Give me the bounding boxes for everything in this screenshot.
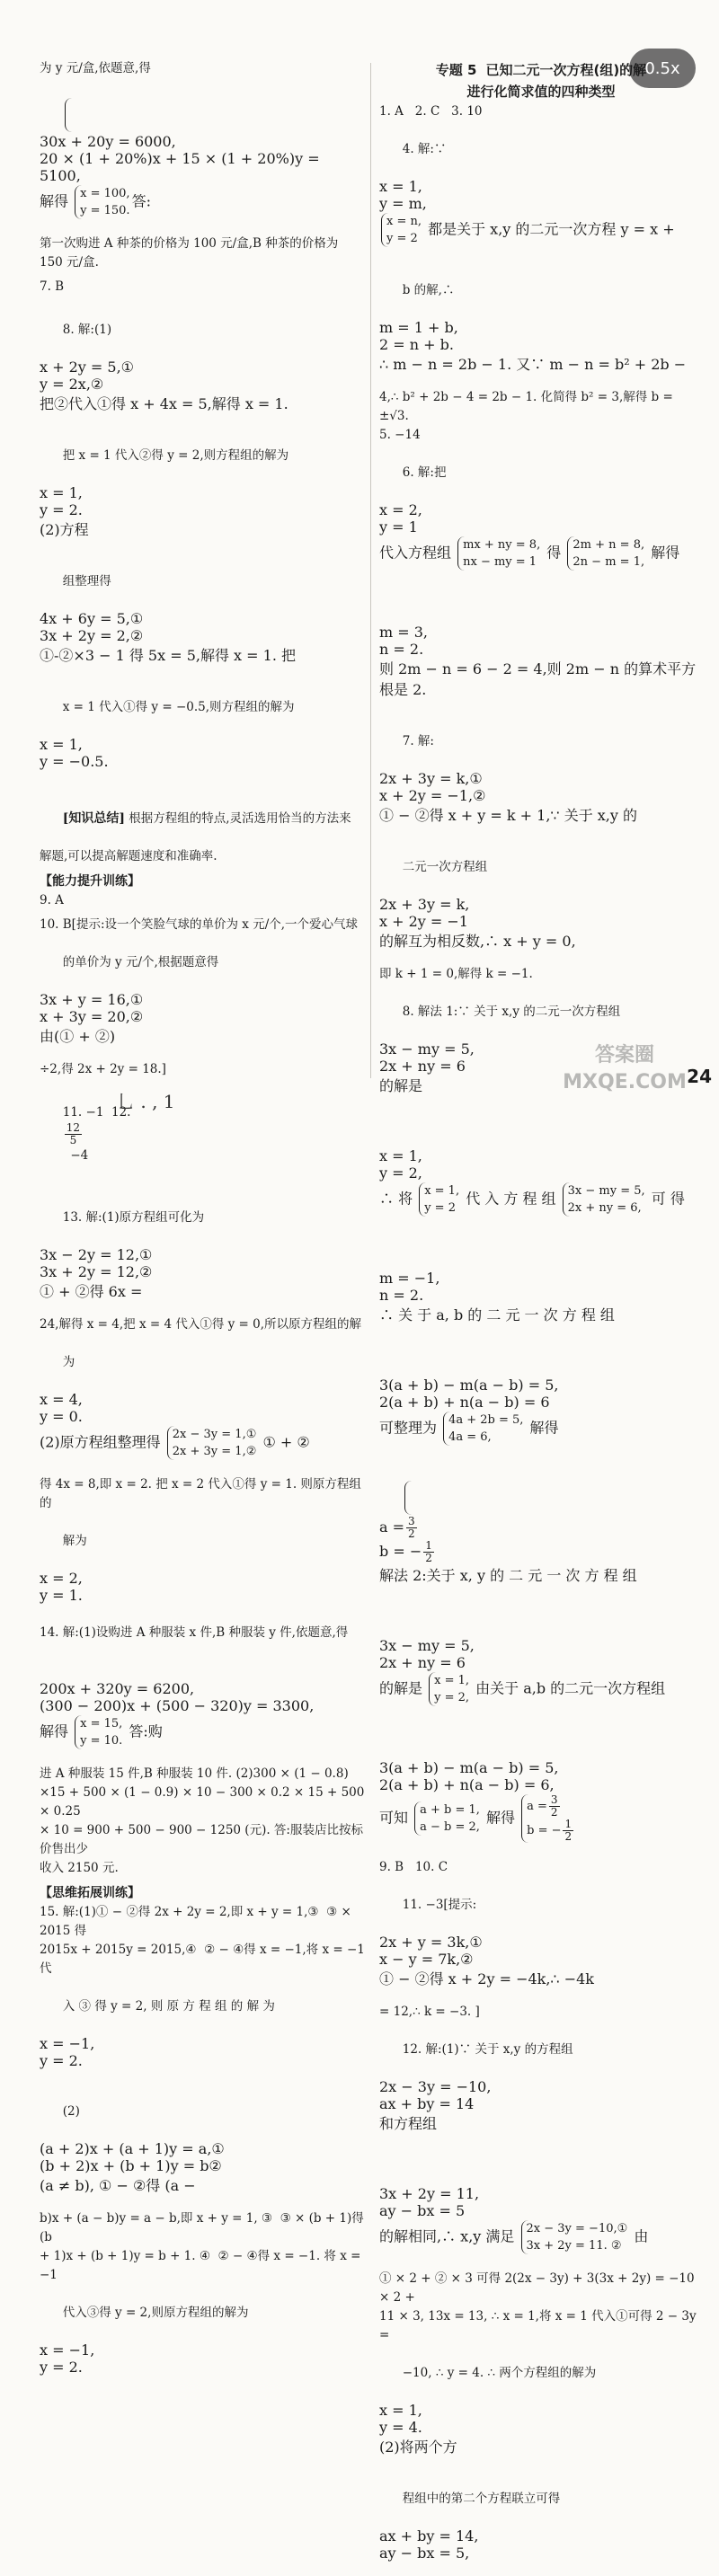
text-line: b 的解,∴ [402, 283, 455, 297]
equation-system: 3x − my = 5, 2x + ny = 6, [563, 1182, 645, 1217]
site-watermark: 答案圈 MXQE.COM [563, 1044, 687, 1093]
text-line: 的单价为 y 元/个,根据题意得 [62, 955, 219, 969]
answer-11-12: 11. −1 12. $\frac{12}{5}$ −4 [62, 1105, 131, 1163]
text-line: 代入③得 y = 2,则原方程组的解为 [62, 2306, 249, 2320]
text-line: 24,解得 x = 4,把 x = 4 代入①得 y = 0,所以原方程组的解 [40, 1317, 362, 1332]
text-line: 4,∴ b² + 2b − 4 = 2b − 1. 化简得 b² = 3,解得 b = ±√3. [379, 390, 678, 423]
text-line [379, 1110, 703, 1147]
text-line: ×15 + 500 × (1 − 0.9) × 10 − 300 × 0.2 × 15 + 500 × 0.25 [40, 1785, 368, 1819]
text-line: −10, ∴ y = 4. ∴ 两个方程组的解为 [402, 2366, 597, 2380]
text-line: 第一次购进 A 种茶的价格为 100 元/盒,B 种茶的价格为 [40, 236, 339, 251]
solution-system: x = 100, y = 150. [75, 185, 129, 219]
text-line: = 12,∴ k = −3. ] [379, 2005, 480, 2019]
text-line: 二元一次方程组 [402, 860, 488, 874]
answer-11: 11. −3[提示: [402, 1898, 477, 1912]
section-heading-thinking: 【思维拓展训练】 [40, 1886, 140, 1900]
text-line: ① × 2 + ② × 3 可得 2(2x − 3y) + 3(3x + 2y) = −10 × 2 + [379, 2271, 698, 2305]
text-line [379, 1339, 703, 1377]
answer-10: 10. B[提示:设一个笑脸气球的单价为 x 元/个,一个爱心气球 [40, 917, 359, 932]
equation-system: 4a + 2b = 5, 4a = 6, [443, 1412, 523, 1446]
text-line: b)x + (a − b)y = a − b,即 x + y = 1, ③ ③ × (b + 1)得 (b [40, 2211, 368, 2244]
text-line [379, 1461, 703, 1516]
section-heading-ability: 【能力提升训练】 [40, 874, 140, 889]
text-line: 组整理得 [62, 574, 111, 589]
handwritten-scribble: 乚 . , 1 [117, 1091, 175, 1112]
text-line [379, 1722, 703, 1759]
text-line: 2015x + 2015y = 2015,④ ② − ④得 x = −1,将 x = −1 代 [40, 1943, 369, 1976]
text-line: 即 k + 1 = 0,解得 k = −1. [379, 967, 533, 981]
topic-title: 专题 5 已知二元一次方程(组)的解 [435, 62, 647, 78]
answer-9: 9. A [40, 893, 64, 907]
answer-5: 5. −14 [379, 428, 421, 442]
column-divider [370, 63, 371, 1078]
equation-system: 2m + n = 8, 2n − m = 1, [567, 536, 644, 571]
text-line: (2) [62, 2104, 80, 2119]
knowledge-summary: [知识总结] 根据方程组的特点,灵活选用恰当的方法来 [62, 811, 351, 826]
solution-system: x = 1, y = 2, [429, 1672, 469, 1706]
answer-6: 6. 解:把 [402, 465, 447, 480]
text-line: 11 × 3, 13x = 13, ∴ x = 1,将 x = 1 代入①可得 2 − 3y = [379, 2309, 700, 2342]
answer-8: 8. 解:(1) [62, 323, 112, 337]
fraction: $\frac{1}{2}$ [425, 1539, 432, 1564]
text-line: 得 4x = 8,即 x = 2. 把 x = 2 代入①得 y = 1. 则原方程组的 [40, 1477, 361, 1510]
fraction: $\frac{3}{2}$ [408, 1515, 415, 1540]
answer-7: 7. B [40, 279, 65, 294]
fraction: $\frac{3}{2}$ [550, 1793, 558, 1819]
text-line: 程组中的第二个方程联立可得 [402, 2492, 561, 2506]
fraction: $\frac{1}{2}$ [564, 1818, 573, 1843]
equation-system [65, 98, 100, 132]
answer-12: 12. 解:(1)∵ 关于 x,y 的方程组 [402, 2042, 573, 2057]
playback-speed-badge[interactable]: 0.5x [629, 49, 696, 88]
text-line: 把 x = 1 代入②得 y = 2,则方程组的解为 [62, 448, 289, 463]
answer-13: 13. 解:(1)原方程组可化为 [62, 1210, 205, 1225]
text-line: 入 ③ 得 y = 2, 则 原 方 程 组 的 解 为 [62, 1999, 275, 2014]
answers-1-3: 1. A 2. C 3. 10 [379, 104, 483, 119]
answer-14: 14. 解:(1)设购进 A 种服装 x 件,B 种服装 y 件,依题意,得 [40, 1625, 349, 1640]
text-line: x = 1 代入①得 y = −0.5,则方程组的解为 [62, 700, 295, 714]
solution-system [404, 1481, 439, 1515]
right-column: 专题 5 已知二元一次方程(组)的解 进行化简求值的四种类型 1. A 2. C 3. 10 4. 解:∵ x = 1, y = m, x = n, y = 2 都是关于 x,y 的二元一次方程 y = x + b 的解,∴ m = 1 + b, 2 = n + b. ∴ m − n = 2b − 1. 又∵ m − n = b² + 2b − 4,∴ b² + 2b − 4 = 2b − 1. 化简得 b² = 3,解得 b = ±√3. 5. −14 6. 解:把 x = 2, y = 1 代入方程组 mx + ny = 8, nx − my = 1 得 2m + n = 8, 2n − m = 1, 解得 m = 3, n = 2. 则 2m − n = 6 − 2 = 4,则 2m − n 的算术平方根是 2. 7. 解: 2x + 3y = k,① x + 2y = −1,② ① − ②得 x + y = k + 1,∵ 关于 x,y 的 二元一次方程组 2x + 3y = k, x + 2y = −1 的解互为相反数,∴ x + y = 0, 即 k + 1 = 0,解得 k = −1. 8. 解法 1:∵ 关于 x,y 的二元一次方程组 3x − my = 5, 2x + ny = 6 的解是 x = 1, y = 2, ∴ 将 x = 1, y = 2 代 入 方 程 组 3x − my = 5, 2x + ny = 6, 可 得 m = −1, n = 2. ∴ 关 于 a, b 的 二 元 一 次 方 程 组 3(a + b) − m(a − b) = 5, 2(a + b) + n(a − b) = 6 可整理为 4a + 2b = 5, 4a = 6, 解得 a = $\frac{3}{2}$ b = − $\frac{1}{2}$ 解法 2:关于 x, y 的 二 元 一 次 方 程 组 3x − my = 5, 2x + ny = 6 的解是 x = 1, y = 2, 由关于 a,b 的二元一次方程组 3(a + b) − m(a − b) = 5, 2(a + b) + n(a − b) = 6, 可知 a + b = 1, a − b = 2, 解得 a = $\frac{3}{2}$ b = − $\frac{1}{2}$ 9. B 10. C 11. −3[提示: 2x + y = 3k,① x − y = 7k,② ① − ②得 x + 2y = −4k,∴ −4k = 12,∴ k = −3. ] 12. 解:(1)∵ 关于 x,y 的方程组 2x − 3y = −10, ax + by = 14 和方程组 3x + 2y = 11, ay − bx = 5 的解相同,∴ x,y 满足 2x − 3y = −10,① 3x + 2y = 11. ② 由 ① × 2 + ② × 3 可得 2(2x − 3y) + 3(3x + 2y) = −10 × 2 + 11 × 3, 13x = 13, ∴ x = 1,将 x = 1 代入①可得 2 − 3y = −10, ∴ y = 4. ∴ 两个方程组的解为 x = 1, y = 4. (2)将两个方 程组中的第二个方程联立可得 ax + by = 14, ay − bx = 5, [379, 59, 703, 2576]
solution-system: a = $\frac{3}{2}$ b = − $\frac{1}{2}$ [521, 1794, 575, 1843]
equation-system: 2x − 3y = −10,① 3x + 2y = 11. ② [521, 2220, 628, 2254]
text-line [379, 586, 703, 624]
answer-8: 8. 解法 1:∵ 关于 x,y 的二元一次方程组 [402, 1005, 621, 1019]
page-number: 24 [687, 1066, 712, 1087]
fraction: $\frac{12}{5}$ [66, 1121, 81, 1146]
text-line: 150 元/盒. [40, 255, 99, 270]
equation-system: mx + ny = 8, nx − my = 1 [457, 536, 540, 571]
equation-system: x = n, y = 2 [381, 213, 422, 247]
answers-9-10: 9. B 10. C [379, 1860, 448, 1874]
text-line: + 1)x + (b + 1)y = b + 1. ④ ② − ④得 x = −1. 将 x = −1 [40, 2249, 365, 2282]
equation-line [40, 1642, 365, 1680]
equation-line [40, 78, 365, 133]
answer-4: 4. 解:∵ [402, 142, 447, 156]
text-line: 进 A 种服装 15 件,B 种服装 10 件. (2)300 × (1 − 0.8) [40, 1766, 349, 1781]
text-line [379, 1599, 703, 1637]
text-line: 为 [62, 1355, 75, 1369]
text-line: 收入 2150 元. [40, 1861, 119, 1875]
text-line: × 10 = 900 + 500 − 900 − 1250 (元). 答:服装店比按标价售出少 [40, 1823, 363, 1856]
text-line: 为 y 元/盒,依题意,得 [40, 61, 151, 75]
left-column: 为 y 元/盒,依题意,得 30x + 20y = 6000, 20 × (1 + 20%)x + 15 × (1 + 20%)y = 5100, 解得 x = 100, y = 150. 答: 第一次购进 A 种茶的价格为 100 元/盒,B 种茶的价格为 150 元/盒. 7. B 8. 解:(1) x + 2y = 5,① y = 2x,② 把②代入①得 x + 4x = 5,解得 x = 1. 把 x = 1 代入②得 y = 2,则方程组的解为 x = 1, y = 2. (2)方程 组整理得 4x + 6y = 5,① 3x + 2y = 2,② ①-②×3 − 1 得 5x = 5,解得 x = 1. 把 x = 1 代入①得 y = −0.5,则方程组的解为 x = 1, y = −0.5. [知识总结] 根据方程组的特点,灵活选用恰当的方法来 解题,可以提高解题速度和准确率. 【能力提升训练】 9. A 10. B[提示:设一个笑脸气球的单价为 x 元/个,一个爱心气球 的单价为 y 元/个,根据题意得 3x + y = 16,① x + 3y = 20,② 由(① + ②) ÷2,得 2x + 2y = 18.] 11. −1 12. $\frac{12}{5}$ −4 13. 解:(1)原方程组可化为 3x − 2y = 12,① 3x + 2y = 12,② ① + ②得 6x = 24,解得 x = 4,把 x = 4 代入①得 y = 0,所以原方程组的解 为 x = 4, y = 0. (2)原方程组整理得 2x − 3y = 1,① 2x + 3y = 1,② ① + ② 得 4x = 8,即 x = 2. 把 x = 2 代入①得 y = 1. 则原方程组的 解为 x = 2, y = 1. 14. 解:(1)设购进 A 种服装 x 件,B 种服装 y 件,依题意,得 200x + 320y = 6200, (300 − 200)x + (500 − 320)y = 3300, 解得 x = 15, y = 10. 答:购 进 A 种服装 15 件,B 种服装 10 件. (2)300 × (1 − 0.8) ×15 + 500 × (1 − 0.9) × 10 − 300 × 0.2 × 15 + 500 × 0.25 × 10 = 900 + 500 − 900 − 1250 (元). 答:服装店比按标价售出少 收入 2150 元. 【思维拓展训练】 15. 解:(1)① − ②得 2x + 2y = 2,即 x + y = 1,③ ③ × 2015 得 2015x + 2015y = 2015,④ ② − ④得 x = −1,将 x = −1 代 入 ③ 得 y = 2, 则 原 方 程 组 的 解 为 x = −1, y = 2. (2) (a + 2)x + (a + 1)y = a,① (b + 2)x + (b + 1)y = b② (a ≠ b), ① − ②得 (a − b)x + (a − b)y = a − b,即 x + y = 1, ③ ③ × (b + 1)得 (b + 1)x + (b + 1)y = b + 1. ④ ② − ④得 x = −1. 将 x = −1 代入③得 y = 2,则原方程组的解为 x = −1, y = 2. [40, 61, 369, 2376]
equation-system: 2x − 3y = 1,① 2x + 3y = 1,② [167, 1426, 257, 1460]
solution-system: x = 15, y = 10. [75, 1715, 122, 1749]
text-line [379, 2147, 703, 2185]
answer-15: 15. 解:(1)① − ②得 2x + 2y = 2,即 x + y = 1,③ ③ × 2015 得 [40, 1905, 356, 1938]
equation-system: a + b = 1, a − b = 2, [414, 1801, 480, 1836]
text-line: ÷2,得 2x + 2y = 18.] [40, 1062, 166, 1076]
text-line: 解题,可以提高解题速度和准确率. [40, 849, 217, 863]
topic-subtitle: 进行化简求值的四种类型 [466, 84, 616, 100]
text-line: 解为 [62, 1534, 87, 1548]
answer-7: 7. 解: [402, 734, 434, 748]
equation-system: x = 1, y = 2 [419, 1182, 459, 1217]
text-line [379, 1232, 703, 1270]
